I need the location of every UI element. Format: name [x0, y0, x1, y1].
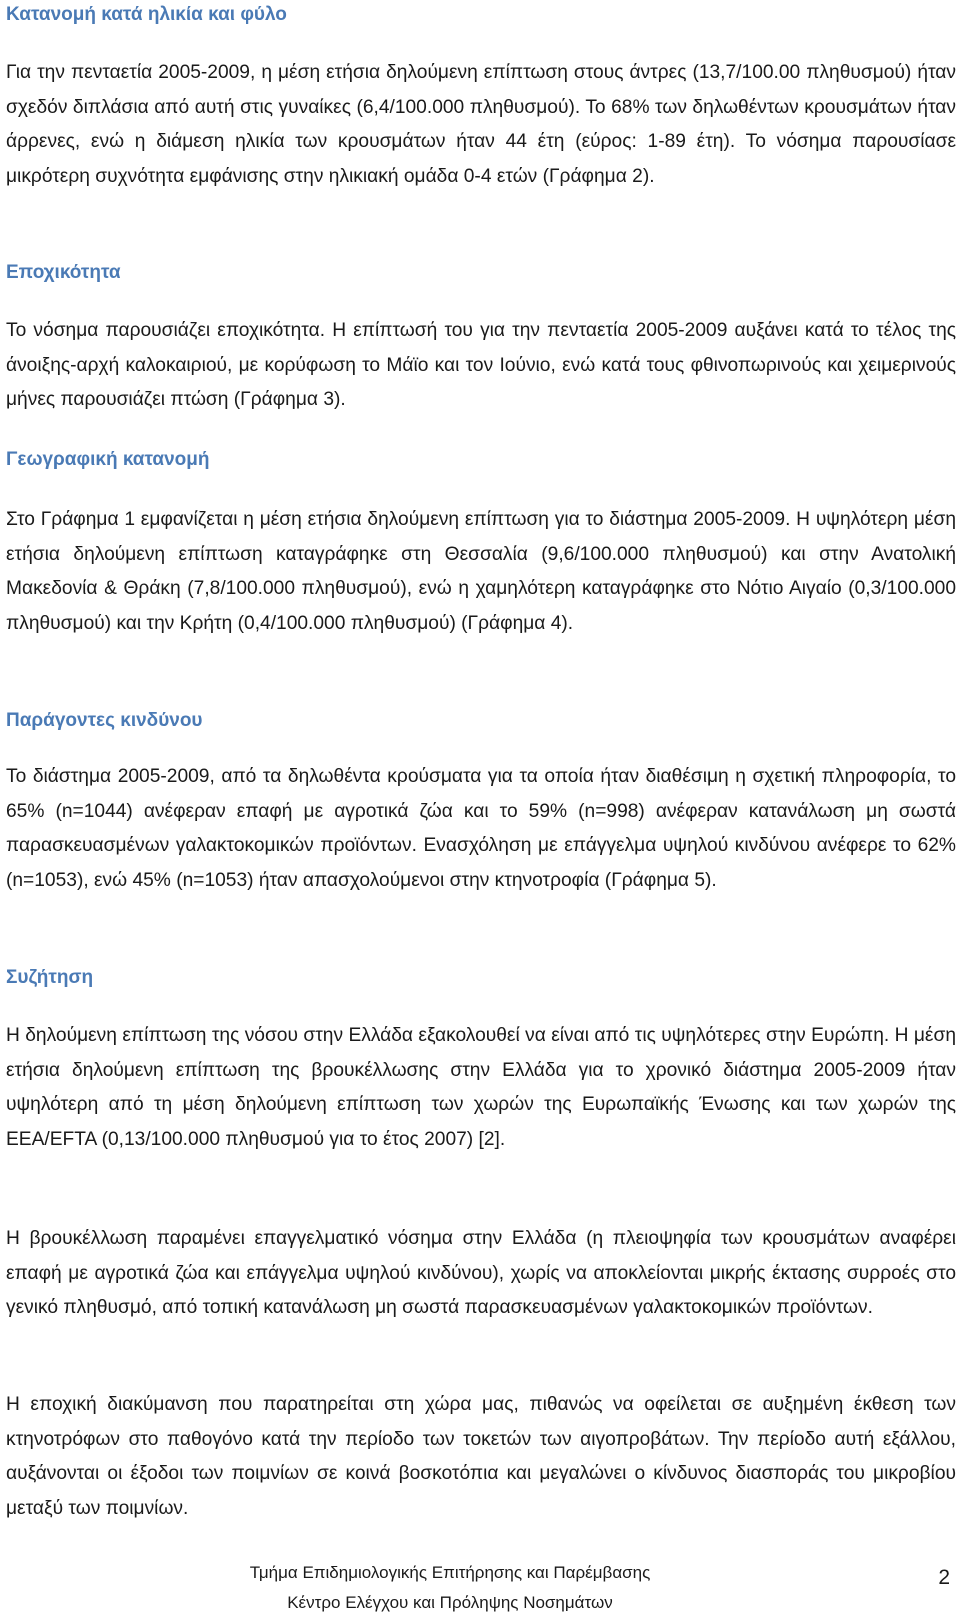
- paragraph-geographic: Στο Γράφημα 1 εμφανίζεται η μέση ετήσια δηλούμενη επίπτωση για το διάστημα 2005-2009. Η υψηλότερη μέση ετήσια δηλούμενη επίπτωση καταγράφηκε στη Θεσσαλία (9,6/100.000 πληθυσμού) και στην Ανατολική Μακεδονία & Θράκη (7,8/100.000 πληθυσμού), ενώ η χαμηλότερη καταγράφηκε στο Νότιο Αιγαίο (0,3/100.000 πληθυσμού) και την Κρήτη (0,4/100.000 πληθυσμού) (Γράφημα 4).: [6, 509, 956, 634]
- paragraph-risk-factors: Το διάστημα 2005-2009, από τα δηλωθέντα κρούσματα για τα οποία ήταν διαθέσιμη η σχετική πληροφορία, το 65% (n=1044) ανέφεραν επαφή με αγροτικά ζώα και το 59% (n=998) ανέφεραν κατανάλωση μη σωστά παρασκευασμένων γαλακτοκομικών προϊόντων. Ενασχόληση με επάγγελμα υψηλού κινδύνου ανέφερε το 62% (n=1053), ενώ 45% (n=1053) ήταν απασχολούμενοι στην κτηνοτροφία (Γράφημα 5).: [6, 766, 956, 891]
- paragraph-discussion-2: Η βρουκέλλωση παραμένει επαγγελματικό νόσημα στην Ελλάδα (η πλειοψηφία των κρουσμάτων αναφέρει επαφή με αγροτικά ζώα και επάγγελμα υψηλού κινδύνου), χωρίς να αποκλείονται μικρής έκτασης συρροές στο γενικό πληθυσμό, από τοπική κατανάλωση μη σωστά παρασκευασμένων γαλακτοκομικών προϊόντων.: [6, 1228, 956, 1318]
- section-heading-discussion: Συζήτηση: [6, 967, 94, 988]
- page-number: 2: [938, 1566, 950, 1589]
- section-heading-risk-factors: Παράγοντες κινδύνου: [6, 710, 203, 731]
- footer-department: Τμήμα Επιδημιολογικής Επιτήρησης και Παρέμβασης: [249, 1563, 651, 1582]
- section-heading-seasonality: Εποχικότητα: [6, 262, 121, 283]
- paragraph-age-sex: Για την πενταετία 2005-2009, η μέση ετήσια δηλούμενη επίπτωση στους άντρες (13,7/100.00 πληθυσμού) ήταν σχεδόν διπλάσια από αυτή στις γυναίκες (6,4/100.000 πληθυσμού). Το 68% των δηλωθέντων κρουσμάτων ήταν άρρενες, ενώ η διάμεση ηλικία των κρουσμάτων ήταν 44 έτη (εύρος: 1-89 έτη). Το νόσημα παρουσίασε μικρότερη συχνότητα εμφάνισης στην ηλικιακή ομάδα 0-4 ετών (Γράφημα 2).: [6, 62, 956, 187]
- paragraph-seasonality: Το νόσημα παρουσιάζει εποχικότητα. Η επίπτωσή του για την πενταετία 2005-2009 αυξάνει κατά το τέλος της άνοιξης-αρχή καλοκαιριού, με κορύφωση το Μάϊο και τον Ιούνιο, ενώ κατά τους φθινοπωρινούς και χειμερινούς μήνες παρουσιάζει πτώση (Γράφημα 3).: [6, 320, 956, 410]
- paragraph-discussion-1: Η δηλούμενη επίπτωση της νόσου στην Ελλάδα εξακολουθεί να είναι από τις υψηλότερες στην Ευρώπη. Η μέση ετήσια δηλούμενη επίπτωση της βρουκέλλωσης στην Ελλάδα για το χρονικό διάστημα 2005-2009 ήταν υψηλότερη από τη μέση δηλούμενη επίπτωση των χωρών της Ευρωπαϊκής Ένωσης και των χωρών της ΕΕΑ/EFTA (0,13/100.000 πληθυσμού για το έτος 2007) [2].: [6, 1025, 956, 1150]
- section-heading-age-sex: Κατανομή κατά ηλικία και φύλο: [6, 4, 287, 25]
- page-footer: [0, 1560, 960, 1616]
- footer-center: Κέντρο Ελέγχου και Πρόληψης Νοσημάτων: [287, 1593, 613, 1612]
- paragraph-discussion-3: Η εποχική διακύμανση που παρατηρείται στη χώρα μας, πιθανώς να οφείλεται σε αυξημένη έκθεση των κτηνοτρόφων στο παθογόνο κατά την περίοδο των τοκετών των αιγοπροβάτων. Την περίοδο αυτή εξάλλου, αυξάνονται οι έξοδοι των ποιμνίων σε κοινά βοσκοτόπια και μεγαλώνει ο κίνδυνος διασποράς του μικροβίου μεταξύ των ποιμνίων.: [6, 1394, 956, 1519]
- section-heading-geographic: Γεωγραφική κατανομή: [6, 449, 210, 470]
